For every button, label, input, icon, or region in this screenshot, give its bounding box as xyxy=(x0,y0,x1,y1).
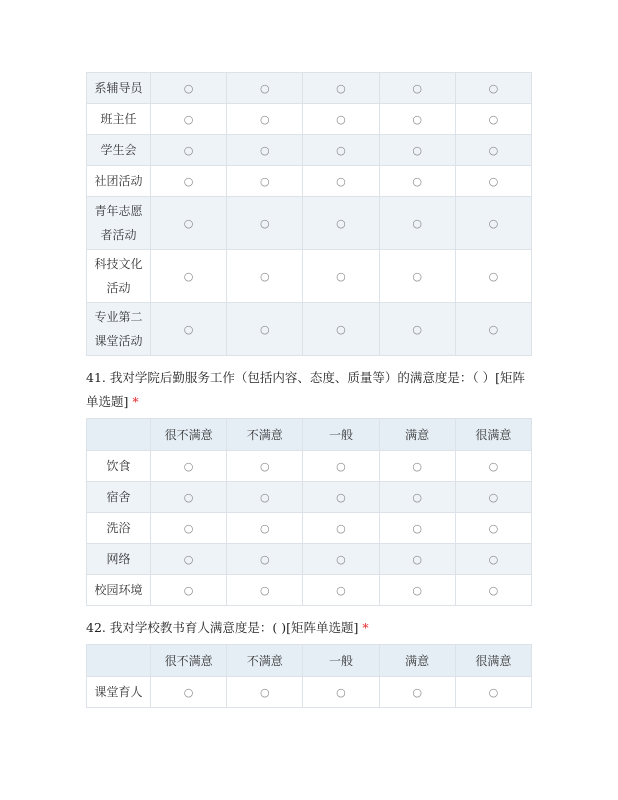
radio-cell[interactable] xyxy=(379,104,455,135)
matrix-header-row xyxy=(87,419,532,451)
radio-option-icon[interactable]: ○ xyxy=(336,175,346,188)
radio-option-icon[interactable]: ○ xyxy=(336,217,346,230)
radio-cell[interactable] xyxy=(151,104,227,135)
matrix-body xyxy=(87,451,532,606)
radio-cell[interactable] xyxy=(303,575,379,606)
radio-option-icon[interactable]: ○ xyxy=(259,113,270,126)
radio-cell[interactable] xyxy=(227,575,303,606)
matrix-row xyxy=(87,104,532,135)
survey-page xyxy=(86,72,532,708)
radio-option-icon[interactable]: ○ xyxy=(336,491,346,504)
radio-option-icon[interactable]: ○ xyxy=(412,460,422,473)
radio-option-icon[interactable]: ○ xyxy=(259,217,270,230)
column-header: 很满意 xyxy=(455,419,531,451)
radio-cell[interactable] xyxy=(151,135,227,166)
radio-cell[interactable] xyxy=(455,73,531,104)
row-label: 班主任 xyxy=(87,104,151,135)
matrix-row xyxy=(87,677,532,708)
column-header: 不满意 xyxy=(227,645,303,677)
radio-cell[interactable] xyxy=(303,250,379,303)
radio-option-icon[interactable]: ○ xyxy=(183,175,194,188)
radio-option-icon[interactable]: ○ xyxy=(412,553,422,566)
radio-option-icon[interactable]: ○ xyxy=(183,270,194,283)
question-41-title xyxy=(86,366,532,414)
radio-option-icon[interactable]: ○ xyxy=(259,686,270,699)
matrix-row xyxy=(87,166,532,197)
matrix-row xyxy=(87,197,532,250)
radio-option-icon[interactable]: ○ xyxy=(336,323,346,336)
column-header: 一般 xyxy=(303,645,379,677)
matrix-row xyxy=(87,544,532,575)
radio-cell[interactable] xyxy=(303,482,379,513)
radio-option-icon[interactable]: ○ xyxy=(183,323,194,336)
row-label: 课堂育人 xyxy=(87,677,151,708)
radio-cell[interactable] xyxy=(379,303,455,356)
radio-option-icon[interactable]: ○ xyxy=(336,144,346,157)
radio-option-icon[interactable]: ○ xyxy=(259,584,270,597)
radio-option-icon[interactable]: ○ xyxy=(259,270,270,283)
radio-option-icon[interactable]: ○ xyxy=(488,460,499,473)
radio-cell[interactable] xyxy=(455,135,531,166)
radio-cell[interactable] xyxy=(151,544,227,575)
radio-cell[interactable] xyxy=(379,513,455,544)
matrix-body xyxy=(87,677,532,708)
radio-cell[interactable] xyxy=(379,250,455,303)
radio-option-icon[interactable]: ○ xyxy=(183,82,194,95)
matrix-table-q40-continued xyxy=(86,72,532,356)
row-label: 社团活动 xyxy=(87,166,151,197)
radio-option-icon[interactable]: ○ xyxy=(488,686,499,699)
radio-option-icon[interactable]: ○ xyxy=(412,175,422,188)
column-header: 一般 xyxy=(303,419,379,451)
radio-option-icon[interactable]: ○ xyxy=(183,553,194,566)
radio-option-icon[interactable]: ○ xyxy=(412,217,422,230)
radio-cell[interactable] xyxy=(303,451,379,482)
radio-cell[interactable] xyxy=(227,303,303,356)
radio-cell[interactable] xyxy=(151,482,227,513)
radio-cell[interactable] xyxy=(151,451,227,482)
radio-cell[interactable] xyxy=(227,73,303,104)
radio-option-icon[interactable]: ○ xyxy=(488,144,499,157)
column-header: 很不满意 xyxy=(151,645,227,677)
radio-option-icon[interactable]: ○ xyxy=(488,82,499,95)
radio-cell[interactable] xyxy=(455,303,531,356)
radio-cell[interactable] xyxy=(455,250,531,303)
radio-cell[interactable] xyxy=(151,197,227,250)
radio-option-icon[interactable]: ○ xyxy=(412,270,422,283)
radio-option-icon[interactable]: ○ xyxy=(488,270,499,283)
radio-option-icon[interactable]: ○ xyxy=(412,686,422,699)
radio-option-icon[interactable]: ○ xyxy=(488,113,499,126)
radio-option-icon[interactable]: ○ xyxy=(183,113,194,126)
radio-option-icon[interactable]: ○ xyxy=(259,460,270,473)
radio-option-icon[interactable]: ○ xyxy=(336,584,346,597)
matrix-body xyxy=(87,73,532,356)
radio-cell[interactable] xyxy=(227,677,303,708)
matrix-row xyxy=(87,250,532,303)
radio-cell[interactable] xyxy=(455,482,531,513)
matrix-row xyxy=(87,575,532,606)
row-label: 网络 xyxy=(87,544,151,575)
header-corner-cell xyxy=(87,419,151,451)
required-asterisk: * xyxy=(362,620,369,635)
radio-option-icon[interactable]: ○ xyxy=(412,113,422,126)
radio-cell[interactable] xyxy=(227,544,303,575)
radio-cell[interactable] xyxy=(303,677,379,708)
radio-cell[interactable] xyxy=(227,135,303,166)
radio-option-icon[interactable]: ○ xyxy=(488,491,499,504)
radio-option-icon[interactable]: ○ xyxy=(259,175,270,188)
radio-option-icon[interactable]: ○ xyxy=(259,491,270,504)
radio-cell[interactable] xyxy=(455,513,531,544)
radio-cell[interactable] xyxy=(151,677,227,708)
radio-cell[interactable] xyxy=(303,197,379,250)
radio-cell[interactable] xyxy=(455,197,531,250)
matrix-row xyxy=(87,451,532,482)
radio-option-icon[interactable]: ○ xyxy=(412,522,422,535)
radio-cell[interactable] xyxy=(151,513,227,544)
radio-cell[interactable] xyxy=(303,73,379,104)
matrix-table-q42 xyxy=(86,644,532,708)
matrix-row xyxy=(87,513,532,544)
radio-cell[interactable] xyxy=(303,513,379,544)
row-label: 校园环境 xyxy=(87,575,151,606)
question-41-text: 41. 我对学院后勤服务工作（包括内容、态度、质量等）的满意度是：（ ）[矩阵单选题] xyxy=(86,370,525,409)
radio-cell[interactable] xyxy=(303,104,379,135)
radio-option-icon[interactable]: ○ xyxy=(259,323,270,336)
radio-option-icon[interactable]: ○ xyxy=(259,82,270,95)
row-label: 专业第二课堂活动 xyxy=(87,303,151,356)
radio-cell[interactable] xyxy=(379,575,455,606)
radio-cell[interactable] xyxy=(227,482,303,513)
radio-cell[interactable] xyxy=(455,575,531,606)
radio-option-icon[interactable]: ○ xyxy=(259,522,270,535)
radio-option-icon[interactable]: ○ xyxy=(412,323,422,336)
radio-cell[interactable] xyxy=(455,451,531,482)
radio-option-icon[interactable]: ○ xyxy=(488,217,499,230)
radio-cell[interactable] xyxy=(151,250,227,303)
radio-cell[interactable] xyxy=(227,104,303,135)
matrix-row xyxy=(87,73,532,104)
radio-cell[interactable] xyxy=(303,544,379,575)
radio-cell[interactable] xyxy=(379,677,455,708)
radio-option-icon[interactable]: ○ xyxy=(412,144,422,157)
radio-option-icon[interactable]: ○ xyxy=(183,686,194,699)
radio-cell[interactable] xyxy=(227,451,303,482)
radio-option-icon[interactable]: ○ xyxy=(183,522,194,535)
radio-option-icon[interactable]: ○ xyxy=(183,217,194,230)
question-42-text: 42. 我对学校教书育人满意度是：( )[矩阵单选题] xyxy=(86,620,359,635)
radio-cell[interactable] xyxy=(379,482,455,513)
radio-cell[interactable] xyxy=(227,197,303,250)
row-label: 洗浴 xyxy=(87,513,151,544)
row-label: 饮食 xyxy=(87,451,151,482)
row-label: 学生会 xyxy=(87,135,151,166)
row-label: 青年志愿者活动 xyxy=(87,197,151,250)
radio-option-icon[interactable]: ○ xyxy=(336,113,346,126)
radio-option-icon[interactable]: ○ xyxy=(259,144,270,157)
radio-cell[interactable] xyxy=(455,544,531,575)
row-label: 宿舍 xyxy=(87,482,151,513)
row-label: 系辅导员 xyxy=(87,73,151,104)
radio-option-icon[interactable]: ○ xyxy=(183,460,194,473)
radio-option-icon[interactable]: ○ xyxy=(336,270,346,283)
row-label: 科技文化活动 xyxy=(87,250,151,303)
radio-cell[interactable] xyxy=(303,166,379,197)
radio-option-icon[interactable]: ○ xyxy=(412,82,422,95)
radio-option-icon[interactable]: ○ xyxy=(259,553,270,566)
radio-option-icon[interactable]: ○ xyxy=(488,553,499,566)
matrix-row xyxy=(87,303,532,356)
matrix-header-row xyxy=(87,645,532,677)
radio-option-icon[interactable]: ○ xyxy=(412,491,422,504)
radio-option-icon[interactable]: ○ xyxy=(336,686,346,699)
radio-cell[interactable] xyxy=(379,166,455,197)
column-header: 满意 xyxy=(379,419,455,451)
radio-cell[interactable] xyxy=(379,197,455,250)
matrix-header xyxy=(87,419,532,451)
radio-cell[interactable] xyxy=(303,303,379,356)
radio-cell[interactable] xyxy=(227,166,303,197)
radio-cell[interactable] xyxy=(303,135,379,166)
radio-option-icon[interactable]: ○ xyxy=(336,522,346,535)
column-header: 很不满意 xyxy=(151,419,227,451)
radio-cell[interactable] xyxy=(379,544,455,575)
radio-cell[interactable] xyxy=(151,166,227,197)
radio-cell[interactable] xyxy=(151,73,227,104)
matrix-row xyxy=(87,135,532,166)
matrix-header xyxy=(87,645,532,677)
radio-option-icon[interactable]: ○ xyxy=(336,553,346,566)
radio-option-icon[interactable]: ○ xyxy=(336,460,346,473)
radio-cell[interactable] xyxy=(455,677,531,708)
radio-option-icon[interactable]: ○ xyxy=(183,144,194,157)
matrix-row xyxy=(87,482,532,513)
radio-cell[interactable] xyxy=(379,73,455,104)
radio-cell[interactable] xyxy=(227,250,303,303)
radio-cell[interactable] xyxy=(151,575,227,606)
radio-cell[interactable] xyxy=(455,104,531,135)
column-header: 不满意 xyxy=(227,419,303,451)
radio-cell[interactable] xyxy=(379,135,455,166)
radio-option-icon[interactable]: ○ xyxy=(412,584,422,597)
column-header: 很满意 xyxy=(455,645,531,677)
column-header: 满意 xyxy=(379,645,455,677)
radio-option-icon[interactable]: ○ xyxy=(488,522,499,535)
radio-cell[interactable] xyxy=(379,451,455,482)
radio-option-icon[interactable]: ○ xyxy=(336,82,346,95)
question-42-title xyxy=(86,616,532,640)
radio-cell[interactable] xyxy=(151,303,227,356)
header-corner-cell xyxy=(87,645,151,677)
radio-option-icon[interactable]: ○ xyxy=(183,491,194,504)
radio-option-icon[interactable]: ○ xyxy=(488,323,499,336)
radio-option-icon[interactable]: ○ xyxy=(183,584,194,597)
radio-option-icon[interactable]: ○ xyxy=(488,175,499,188)
radio-option-icon[interactable]: ○ xyxy=(488,584,499,597)
radio-cell[interactable] xyxy=(227,513,303,544)
required-asterisk: * xyxy=(132,394,139,409)
matrix-table-q41 xyxy=(86,418,532,606)
radio-cell[interactable] xyxy=(455,166,531,197)
